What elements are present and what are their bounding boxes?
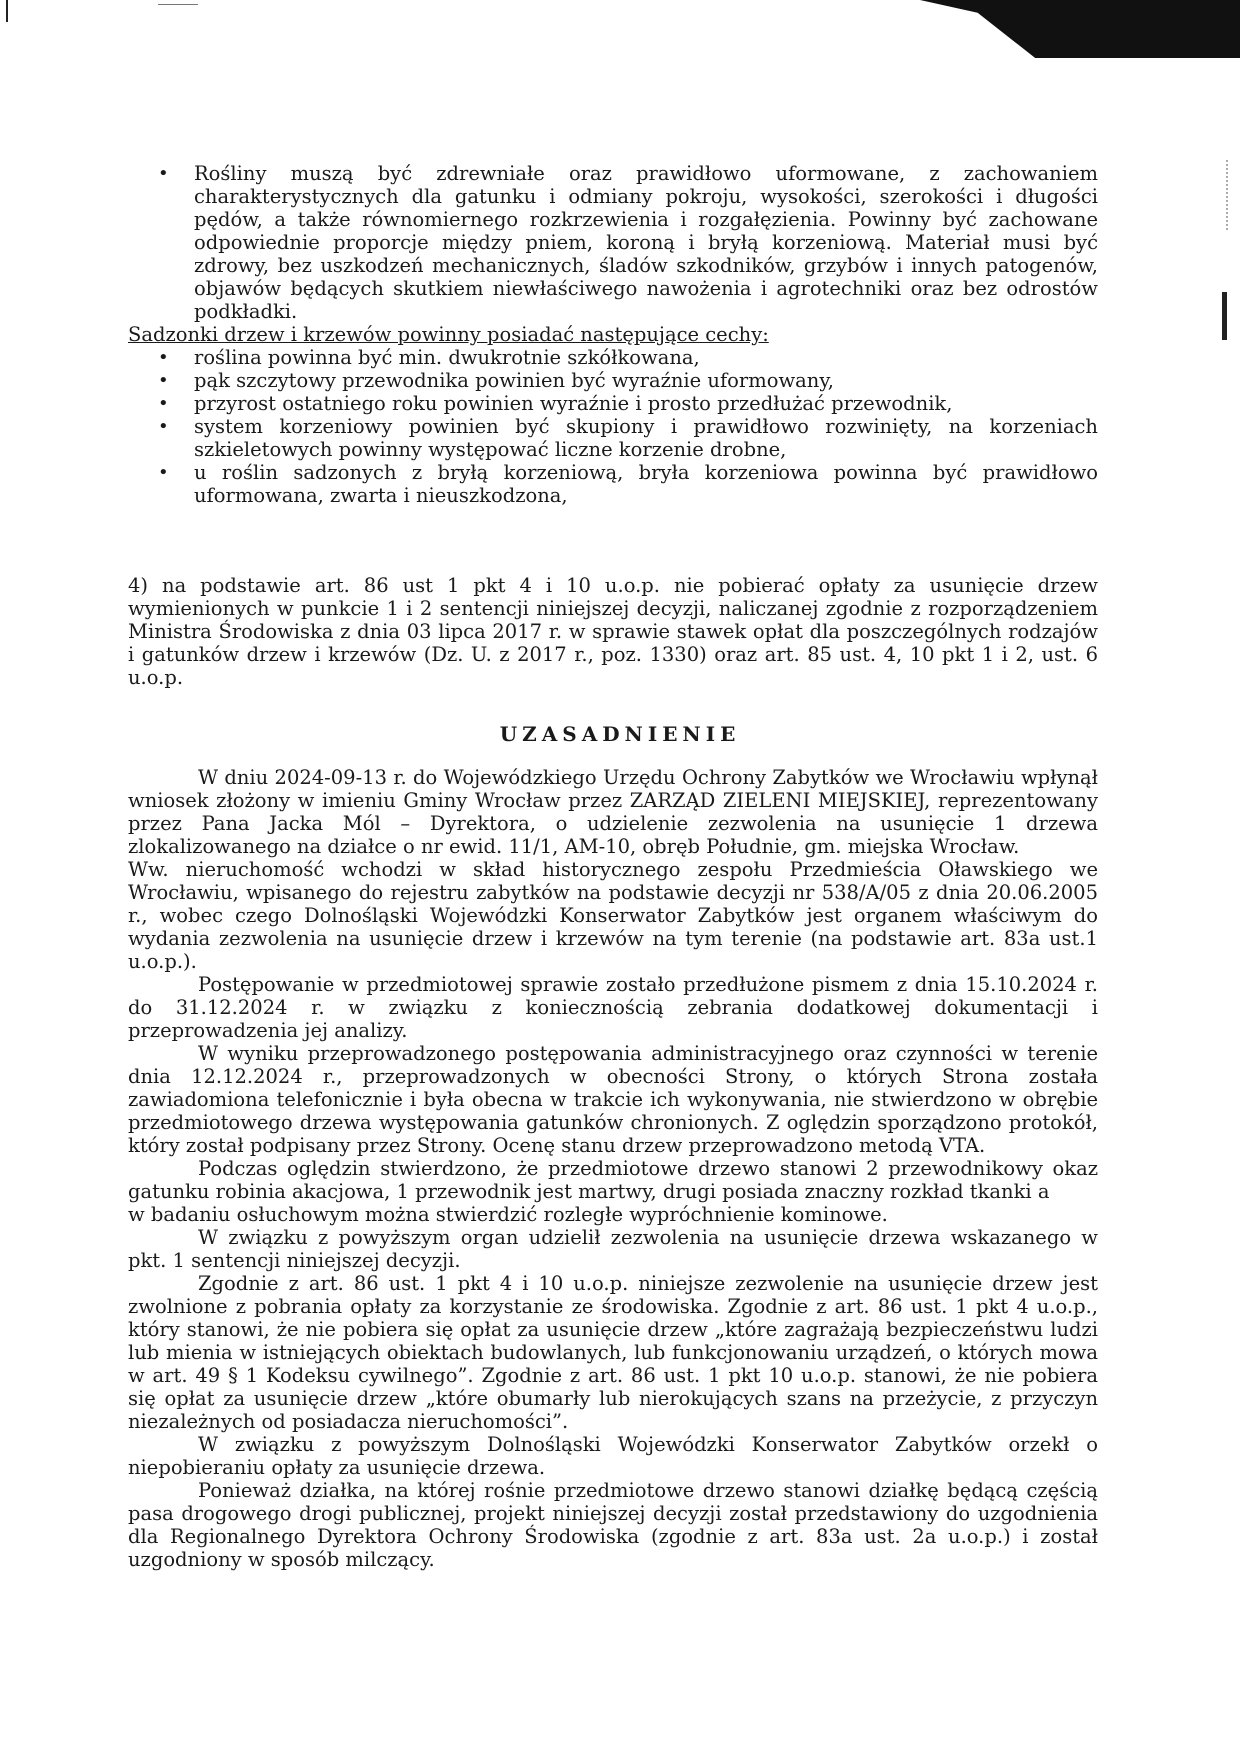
list-item: • u roślin sadzonych z bryłą korzeniową, bryła korzeniowa powinna być prawidłowo uformowana, zwarta i nieuszkodzona, xyxy=(128,461,1098,507)
paragraph: Zgodnie z art. 86 ust. 1 pkt 4 i 10 u.o.p. niniejsze zezwolenie na usunięcie drzew jest zwolnione z pobrania opłaty za korzystanie ze środowiska. Zgodnie z art. 86 ust. 1 pkt 4 u.o.p., który stanowi, że nie pobiera się opłat za usunięcie drzew „które zagrażają bezpieczeństwu ludzi lub mienia w istniejących obiektach budowlanych, lub funkcjonowaniu urządzeń, o których mowa w art. 49 § 1 Kodeksu cywilnego”. Zgodnie z art. 86 ust. 1 pkt 10 u.o.p. stanowi, że nie pobiera się opłat za usunięcie drzew „które obumarły lub nierokujących szans na przeżycie, z przyczyn niezależnych od posiadacza nieruchomości”. xyxy=(128,1272,1098,1433)
point-4-text: 4) na podstawie art. 86 ust 1 pkt 4 i 10 u.o.p. nie pobierać opłaty za usunięcie drzew wymienionych w punkcie 1 i 2 sentencji niniejszej decyzji, naliczanej zgodnie z rozporządzeniem Ministra Środowiska z dnia 03 lipca 2017 r. w sprawie stawek opłat dla poszczególnych rodzajów i gatunków drzew i krzewów (Dz. U. z 2017 r., poz. 1330) oraz art. 85 ust. 4, 10 pkt 1 i 2, ust. 6 u.o.p. xyxy=(128,574,1098,689)
scan-artifact-dots xyxy=(1226,160,1230,230)
scan-artifact-corner xyxy=(920,0,1240,58)
paragraph: W dniu 2024-09-13 r. do Wojewódzkiego Urzędu Ochrony Zabytków we Wrocławiu wpłynął wniosek złożony w imieniu Gminy Wrocław przez ZARZĄD ZIELENI MIEJSKIEJ, reprezentowany przez Pana Jacka Mól – Dyrektora, o udzielenie zezwolenia na usunięcie 1 drzewa zlokalizowanego na działce o nr ewid. 11/1, AM-10, obręb Południe, gm. miejska Wrocław. xyxy=(128,766,1098,858)
requirements-section xyxy=(128,162,1098,507)
page-title: UZASADNIENIE xyxy=(499,722,741,746)
paragraph: W związku z powyższym Dolnośląski Wojewódzki Konserwator Zabytków orzekł o niepobieraniu opłaty za usunięcie drzewa. xyxy=(128,1433,1098,1479)
list-item: • Rośliny muszą być zdrewniałe oraz prawidłowo uformowane, z zachowaniem charakterystycznych dla gatunku i odmiany pokroju, wysokości, szerokości i długości pędów, a także równomiernego rozkrzewienia i rozgałęzienia. Powinny być zachowane odpowiednie proporcje między pniem, koroną i bryłą korzeniową. Materiał musi być zdrowy, bez uszkodzeń mechanicznych, śladów szkodników, grzybów i innych patogenów, objawów będących skutkiem niewłaściwego nawożenia i agrotechniki oraz bez odrostów podkładki. xyxy=(128,162,1098,323)
scan-artifact-mark xyxy=(1222,292,1227,340)
scan-artifact-edge xyxy=(6,0,8,22)
list-item: • roślina powinna być min. dwukrotnie szkółkowana, xyxy=(128,346,1098,369)
paragraph: Ponieważ działka, na której rośnie przedmiotowe drzewo stanowi działkę będącą częścią pasa drogowego drogi publicznej, projekt niniejszej decyzji został przedstawiony do uzgodnienia dla Regionalnego Dyrektora Ochrony Środowiska (zgodnie z art. 83a ust. 2a u.o.p.) i został uzgodniony w sposób milczący. xyxy=(128,1479,1098,1571)
point-4 xyxy=(128,574,1098,689)
paragraph: W związku z powyższym organ udzielił zezwolenia na usunięcie drzewa wskazanego w pkt. 1 sentencji niniejszej decyzji. xyxy=(128,1226,1098,1272)
paragraph: W wyniku przeprowadzonego postępowania administracyjnego oraz czynności w terenie dnia 12.12.2024 r., przeprowadzonych w obecności Strony, o których Strona została zawiadomiona telefonicznie i była obecna w trakcie ich wykonywania, nie stwierdzono w obrębie przedmiotowego drzewa występowania gatunków chronionych. Z oględzin sporządzono protokół, który został podpisany przez Strony. Ocenę stanu drzew przeprowadzono metodą VTA. xyxy=(128,1042,1098,1157)
scan-artifact-line xyxy=(158,4,198,5)
paragraph: Podczas oględzin stwierdzono, że przedmiotowe drzewo stanowi 2 przewodnikowy okaz gatunku robinia akacjowa, 1 przewodnik jest martwy, drugi posiada znaczny rozkład tkanki a xyxy=(128,1157,1098,1203)
paragraph: Postępowanie w przedmiotowej sprawie zostało przedłużone pismem z dnia 15.10.2024 r. do 31.12.2024 r. w związku z koniecznością zebrania dodatkowej dokumentacji i przeprowadzenia jej analizy. xyxy=(128,973,1098,1042)
justification xyxy=(128,766,1098,1571)
seedlings-list xyxy=(128,346,1098,507)
requirements-bullet xyxy=(128,162,1098,323)
list-item: • przyrost ostatniego roku powinien wyraźnie i prosto przedłużać przewodnik, xyxy=(128,392,1098,415)
paragraph: Ww. nieruchomość wchodzi w skład historycznego zespołu Przedmieścia Oławskiego we Wrocławiu, wpisanego do rejestru zabytków na podstawie decyzji nr 538/A/05 z dnia 20.06.2005 r., wobec czego Dolnośląski Wojewódzki Konserwator Zabytków jest organem właściwym do wydania zezwolenia na usunięcie drzew i krzewów na tym terenie (na podstawie art. 83a ust.1 u.o.p.). xyxy=(128,858,1098,973)
seedlings-heading: Sadzonki drzew i krzewów powinny posiadać następujące cechy: xyxy=(128,323,769,346)
list-item: • system korzeniowy powinien być skupiony i prawidłowo rozwinięty, na korzeniach szkieletowych powinny występować liczne korzenie drobne, xyxy=(128,415,1098,461)
list-item: • pąk szczytowy przewodnika powinien być wyraźnie uformowany, xyxy=(128,369,1098,392)
paragraph: w badaniu osłuchowym można stwierdzić rozległe wypróchnienie kominowe. xyxy=(128,1203,888,1226)
